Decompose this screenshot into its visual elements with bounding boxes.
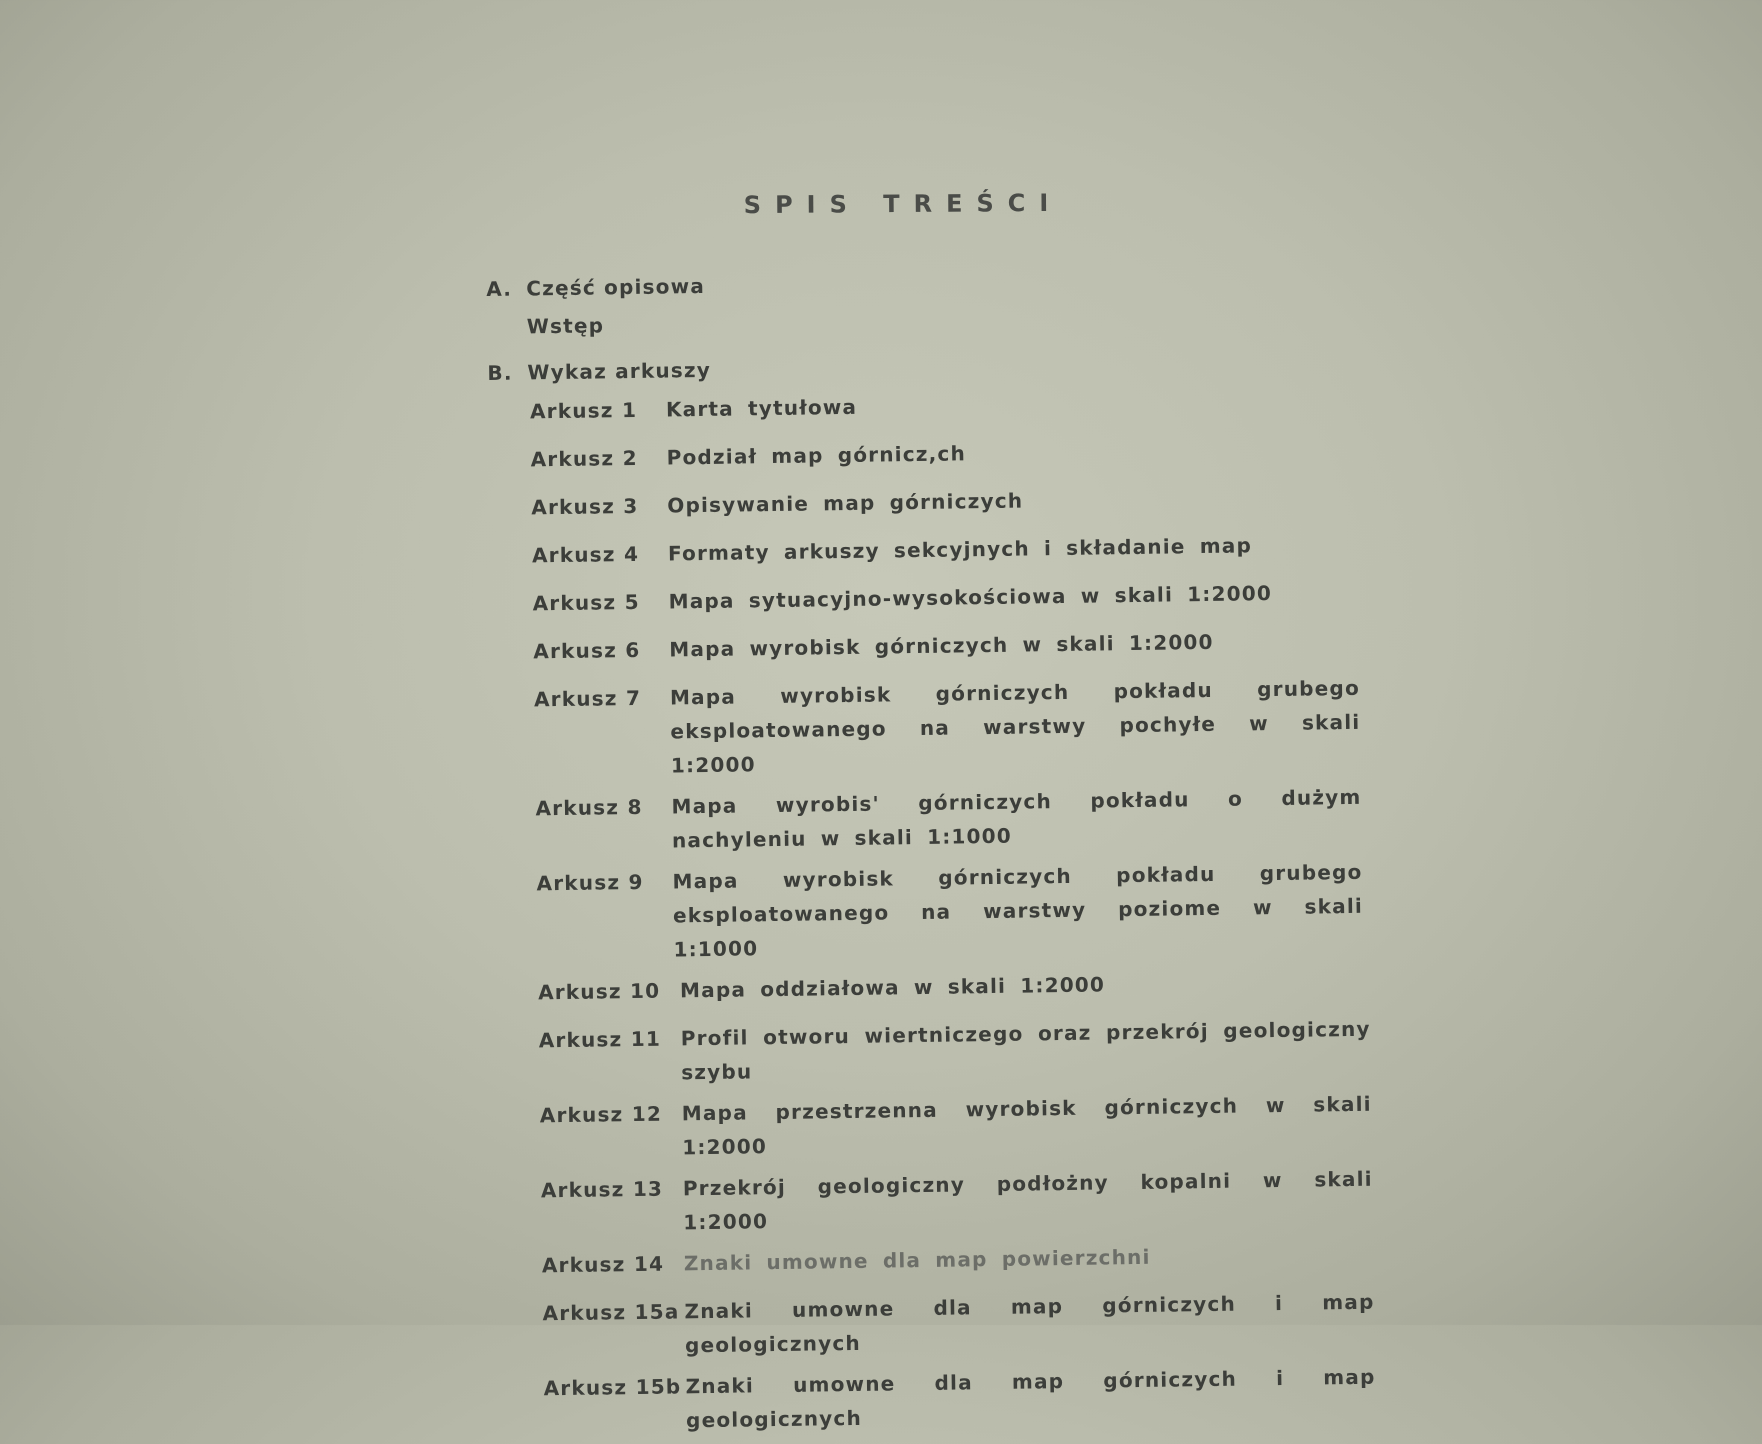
- sheet-description: Mapa oddziałowa w skali 1:2000: [679, 972, 1106, 1003]
- sheet-description: Mapa wyrobisk górniczych w skali 1:2000: [669, 629, 1214, 662]
- sheet-entry: [534, 667, 1393, 788]
- sheet-entry: [540, 1083, 1399, 1170]
- sheet-number: 1: [621, 397, 638, 423]
- section-label: Część opisowa: [526, 273, 706, 301]
- sheet-number: 9: [628, 869, 644, 895]
- sheet-number: 6: [625, 637, 641, 663]
- sheet-description: Znaki umowne dla map górniczych i map geologicznych: [685, 1364, 1376, 1433]
- sheet-number: 7: [625, 685, 642, 711]
- sheet-word: Arkusz: [529, 398, 614, 424]
- sheet-description: Profil otworu wiertniczego oraz przekrój geologiczny szybu: [680, 1016, 1371, 1085]
- sheet-description: Znaki umowne dla map powierzchni: [683, 1244, 1151, 1276]
- sheet-number: 10: [629, 978, 661, 1004]
- sheet-word: Arkusz: [536, 870, 621, 896]
- sheet-number: 12: [631, 1101, 663, 1127]
- sheet-word: Arkusz: [533, 686, 618, 712]
- sheet-word: Arkusz: [531, 542, 616, 568]
- sheet-entry: [536, 851, 1395, 972]
- sheet-description: Podział map górnicz,ch: [666, 441, 967, 470]
- sheet-word: Arkusz: [535, 795, 620, 821]
- sheet-description: Karta tytułowa: [665, 394, 858, 422]
- sheet-word: Arkusz: [542, 1300, 627, 1326]
- sheet-description: Przekrój geologiczny podłożny kopalni w skali 1:2000: [682, 1166, 1373, 1235]
- sheet-number: 14: [633, 1251, 665, 1277]
- sheet-description: Znaki umowne dla map górniczych i map geologicznych: [684, 1289, 1375, 1358]
- sheet-word: Arkusz: [541, 1252, 626, 1278]
- sheet-number: 5: [624, 589, 640, 615]
- sheet-word: Arkusz: [531, 494, 616, 520]
- section-letter: A.: [486, 276, 513, 301]
- sheet-entry: [543, 1356, 1402, 1443]
- sheet-description: Mapa przestrzenna wyrobisk górniczych w skali 1:2000: [681, 1091, 1372, 1160]
- sheet-number: 11: [630, 1026, 662, 1052]
- sheet-description: Formaty arkuszy sekcyjnych i składanie map: [667, 533, 1253, 566]
- sheet-word: Arkusz: [533, 638, 618, 664]
- table-of-contents: [486, 257, 1402, 1443]
- sheet-word: Arkusz: [538, 1027, 623, 1053]
- sheet-number: 2: [622, 445, 638, 471]
- sheet-word: Arkusz: [530, 446, 615, 472]
- sheet-word: Arkusz: [540, 1177, 625, 1203]
- sheet-number: 4: [623, 541, 640, 567]
- sheet-entry: [538, 1008, 1397, 1095]
- sheet-word: Arkusz: [537, 979, 622, 1005]
- section-a-subitem: Wstęp: [526, 313, 605, 339]
- sheet-description: Mapa wyrobis' górniczych pokładu o dużym nachyleniu w skali 1:1000: [671, 784, 1362, 853]
- sheet-word: Arkusz: [532, 590, 617, 616]
- sheet-number: 8: [627, 794, 643, 820]
- sheet-description: Opisywanie map górniczych: [667, 488, 1024, 518]
- sheet-description: Mapa sytuacyjno-wysokościowa w skali 1:2000: [668, 581, 1273, 614]
- sheet-word: Arkusz: [539, 1102, 624, 1128]
- sheet-number: 3: [623, 493, 639, 519]
- sheet-description: Mapa wyrobisk górniczych pokładu grubego eksploatowanego na warstwy poziome w skali 1:1000: [672, 859, 1364, 962]
- sheet-number: 13: [632, 1176, 664, 1202]
- sheet-number: 15a: [634, 1299, 680, 1325]
- sheet-description: Mapa wyrobisk górniczych pokładu grubego eksploatowanego na warstwy pochyłe w skali 1:2000: [669, 675, 1361, 778]
- sheet-word: Arkusz: [543, 1375, 628, 1401]
- section-label: Wykaz arkuszy: [527, 357, 712, 385]
- section-letter: B.: [487, 360, 513, 385]
- page-title: SPIS TREŚCI: [743, 188, 1063, 220]
- sheet-entry: [541, 1158, 1400, 1245]
- sheet-entry: [535, 776, 1394, 863]
- sheet-number: 15b: [635, 1374, 682, 1400]
